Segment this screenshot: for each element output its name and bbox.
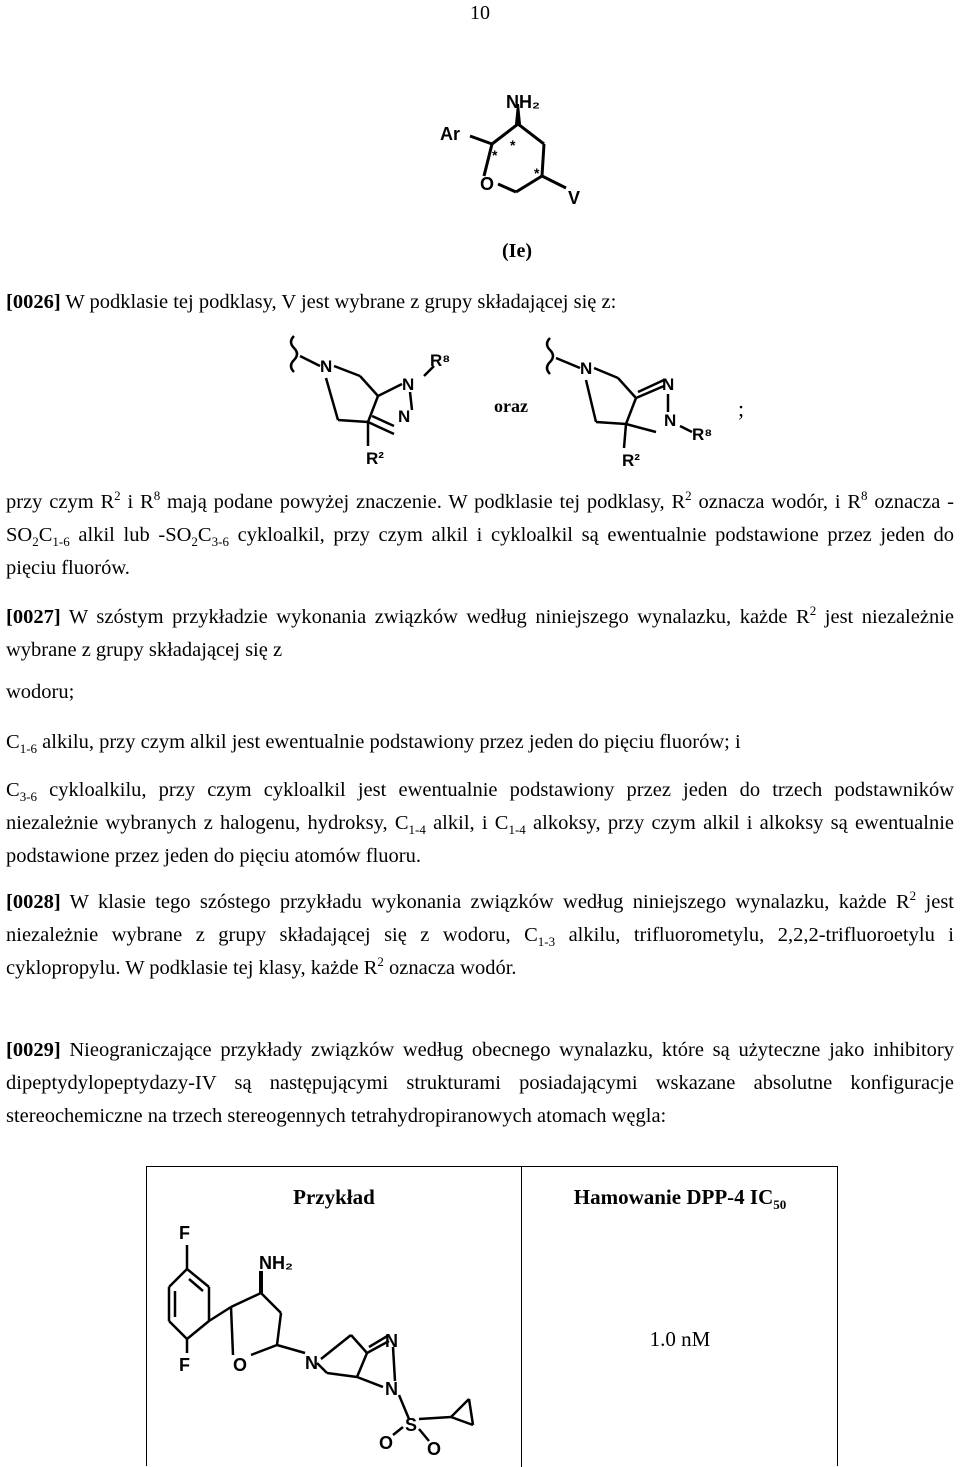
o-atom: O: [379, 1433, 394, 1453]
list-item-cycloalkyl: $C_{3-6}$ cykloalkilu, przy czym cykloalkil jest ewentualnie podstawiony przez jeden do trzech podstawników niezależnie wybranych z halogenu, hydroksy, $C_{1-4}$ alkil, i $C_{1-4}$ alkoksy, przy czym alkil i alkoksy są ewentualnie podstawione przez jeden do pięciu atomów fluoru.: [6, 779, 954, 867]
nh2-label: NH₂: [259, 1253, 293, 1273]
examples-table: [146, 1166, 838, 1466]
paragraph-tag: [0028]: [6, 891, 61, 913]
paragraph-0029: [0029] Nieograniczające przykłady związków według obecnego wynalazku, które są użyteczne jako inhibitory dipeptydylopeptydazy-IV są następującymi strukturami posiadającymi wskazane absolutne konfiguracje stereochemiczne na trzech stereogennych tetrahydropiranowych atomach węgla:: [6, 1039, 954, 1127]
list-item-alkyl: $C_{1-6}$ alkilu, przy czym alkil jest ewentualnie podstawiony przez jeden do pięciu fluorów; i: [6, 731, 741, 757]
stereo-mark: *: [492, 147, 498, 163]
column-header-example: Przykład: [293, 1185, 375, 1209]
n-atom: N: [580, 359, 593, 378]
connector-text: oraz: [494, 396, 528, 416]
structure-v1: [286, 330, 466, 480]
stereo-mark: *: [510, 137, 516, 153]
paragraph-0028: [0028] W klasie tego szóstego przykładu wykonania związków według niniejszego wynalazku, każde $R^2$ jest niezależnie wybrane z grupy składającej się z wodoru, $C_{1-3}$ alkilu, trifluorometylu, 2,2,2-trifluoroetylu i cyklopropylu. W podklasie tej klasy, każde $R^2$ oznacza wodór.: [6, 888, 954, 979]
paragraph-0026: [6, 286, 954, 319]
stereo-mark: *: [534, 165, 540, 181]
n-atom: N: [662, 375, 675, 394]
o-atom: O: [233, 1355, 248, 1375]
f-atom: F: [179, 1355, 190, 1375]
page-number: 10: [470, 2, 490, 24]
paragraph-0027: [0027] W szóstym przykładzie wykonania związków według niniejszego wynalazku, każde $R^2$ jest niezależnie wybrane z grupy składającej się z: [6, 603, 954, 661]
r8-label: R⁸: [692, 425, 713, 444]
ic50-value: 1.0 nM: [649, 1327, 711, 1351]
r2-label: R²: [622, 451, 640, 470]
paragraph-tag: [0029]: [6, 1039, 61, 1061]
n-atom: N: [664, 411, 677, 430]
nh2-label: NH₂: [506, 92, 540, 112]
n-atom: N: [320, 357, 333, 376]
s-atom: S: [405, 1415, 418, 1435]
column-header-ic50: Hamowanie DPP-4 $IC_{50}$: [573, 1185, 787, 1213]
f-atom: F: [179, 1223, 190, 1243]
end-punctuation: ;: [738, 396, 745, 421]
formula-label: (Ie): [502, 240, 532, 262]
n-atom: N: [305, 1353, 318, 1373]
column-divider: [521, 1167, 522, 1467]
structure-ie: [430, 88, 610, 223]
v-label: V: [568, 188, 581, 208]
paragraph-tag: [0026]: [6, 291, 61, 313]
paragraph-tag: [0027]: [6, 606, 61, 628]
r8-label: R⁸: [430, 351, 451, 370]
n-atom: N: [398, 407, 411, 426]
list-item-hydrogen: wodoru;: [6, 681, 75, 703]
n-atom: N: [385, 1379, 398, 1399]
paragraph-text: W podklasie tej podklasy, V jest wybrane z grupy składającej się z:: [60, 291, 617, 313]
n-atom: N: [402, 375, 415, 394]
paragraph-subclass: przy czym $R^2$ i $R^8$ mają podane powyżej znaczenie. W podklasie tej podklasy, $R^2$ oznacza wodór, i $R^8$ oznacza $-SO_2C_{1-6}$ alkil lub $-SO_2C_{3-6}$ cykloalkil, przy czym alkil i cykloalkil są ewentualnie podstawione przez jeden do pięciu fluorów.: [6, 488, 955, 579]
o-label: O: [480, 174, 495, 194]
ar-label: Ar: [440, 124, 461, 144]
structure-v2: [540, 332, 740, 482]
example-structure: [167, 1221, 487, 1466]
o-atom: O: [427, 1439, 442, 1459]
r2-label: R²: [366, 449, 384, 468]
n-atom: N: [385, 1331, 398, 1351]
